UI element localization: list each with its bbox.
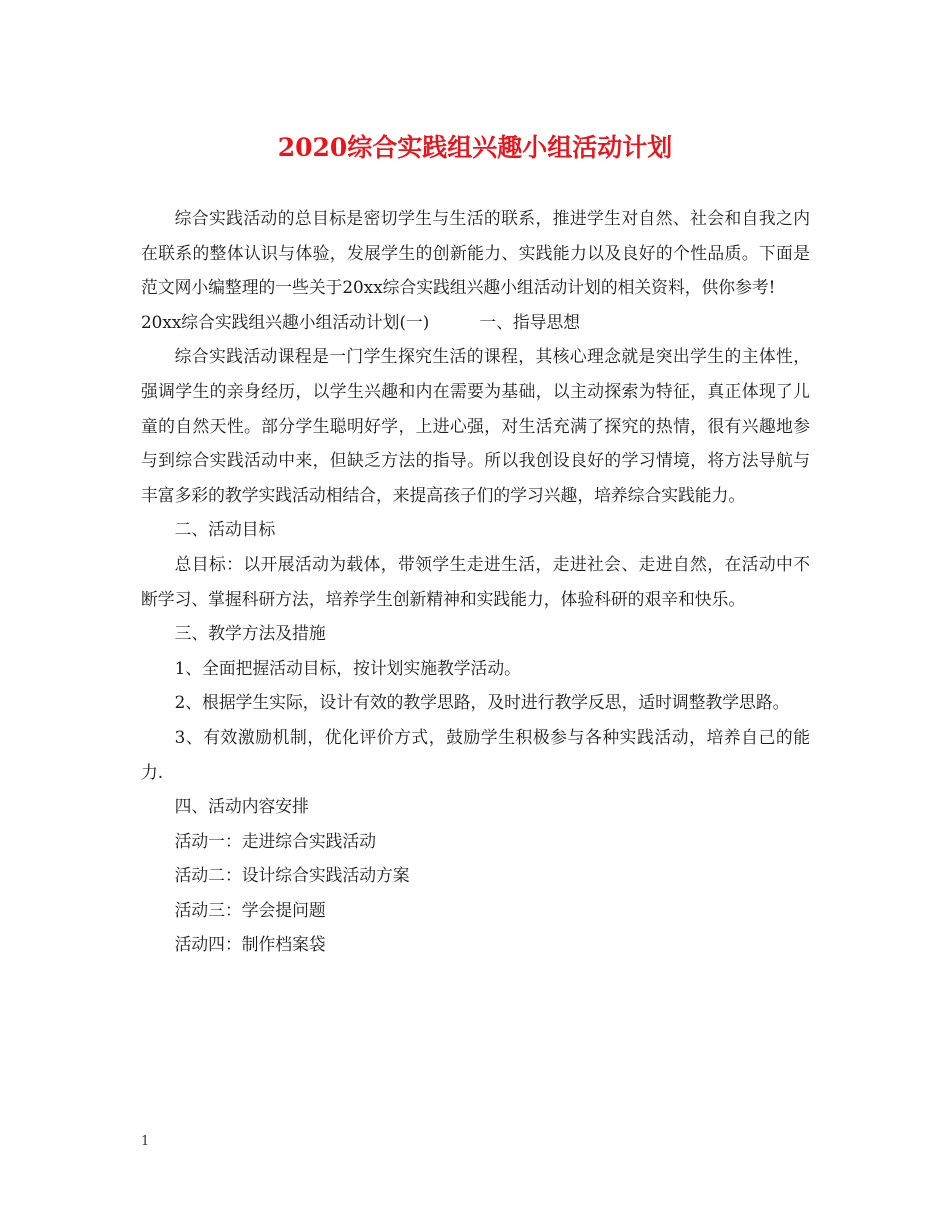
plan-subtitle: 20xx综合实践组兴趣小组活动计划(一) bbox=[141, 311, 430, 332]
activity-item-4: 活动四：制作档案袋 bbox=[174, 934, 326, 955]
activity-item-2: 活动二：设计综合实践活动方案 bbox=[174, 865, 410, 886]
plan-subheading bbox=[141, 305, 810, 340]
section-heading-methods: 三、教学方法及措施 bbox=[174, 623, 326, 644]
method-item-1: 1、全面把握活动目标，按计划实施教学活动。 bbox=[174, 657, 521, 678]
section-heading-guiding-ideology: 一、指导思想 bbox=[479, 311, 581, 332]
activity-item-3: 活动三：学会提问题 bbox=[174, 899, 326, 920]
guiding-ideology-paragraph: 综合实践活动课程是一门学生探究生活的课程，其核心理念就是突出学生的主体性，强调学生的亲身经历，以学生兴趣和内在需要为基础，以主动探索为特征，真正体现了儿童的自然天性。部分学生聪明好学，上进心强，对生活充满了探究的热情，很有兴趣地参与到综合实践活动中来，但缺乏方法的指导。所以我创设良好的学习情境，将方法导航与丰富多彩的教学实践活动相结合，来提高孩子们的学习兴趣，培养综合实践能力。 bbox=[141, 346, 810, 505]
section-heading-activity-content: 四、活动内容安排 bbox=[174, 796, 309, 817]
page-number: 1 bbox=[141, 1134, 150, 1149]
method-item-2: 2、根据学生实际，设计有效的教学思路，及时进行教学反思，适时调整教学思路。 bbox=[174, 692, 790, 713]
activity-item-1: 活动一：走进综合实践活动 bbox=[174, 830, 376, 851]
intro-paragraph: 综合实践活动的总目标是密切学生与生活的联系，推进学生对自然、社会和自我之内在联系的整体认识与体验，发展学生的创新能力、实践能力以及良好的个性品质。下面是范文网小编整理的一些关于20xx综合实践组兴趣小组活动计划的相关资料，供你参考! bbox=[141, 208, 810, 298]
overall-goal-paragraph: 总目标：以开展活动为载体，带领学生走进生活，走进社会、走进自然，在活动中不断学习、掌握科研方法，培养学生创新精神和实践能力，体验科研的艰辛和快乐。 bbox=[141, 553, 810, 609]
method-item-3: 3、有效激励机制，优化评价方式，鼓励学生积极参与各种实践活动，培养自己的能力. bbox=[141, 726, 810, 782]
section-heading-activity-goals: 二、活动目标 bbox=[174, 519, 276, 540]
document-title: 2020综合实践组兴趣小组活动计划 bbox=[277, 133, 673, 162]
document-body bbox=[141, 201, 810, 962]
